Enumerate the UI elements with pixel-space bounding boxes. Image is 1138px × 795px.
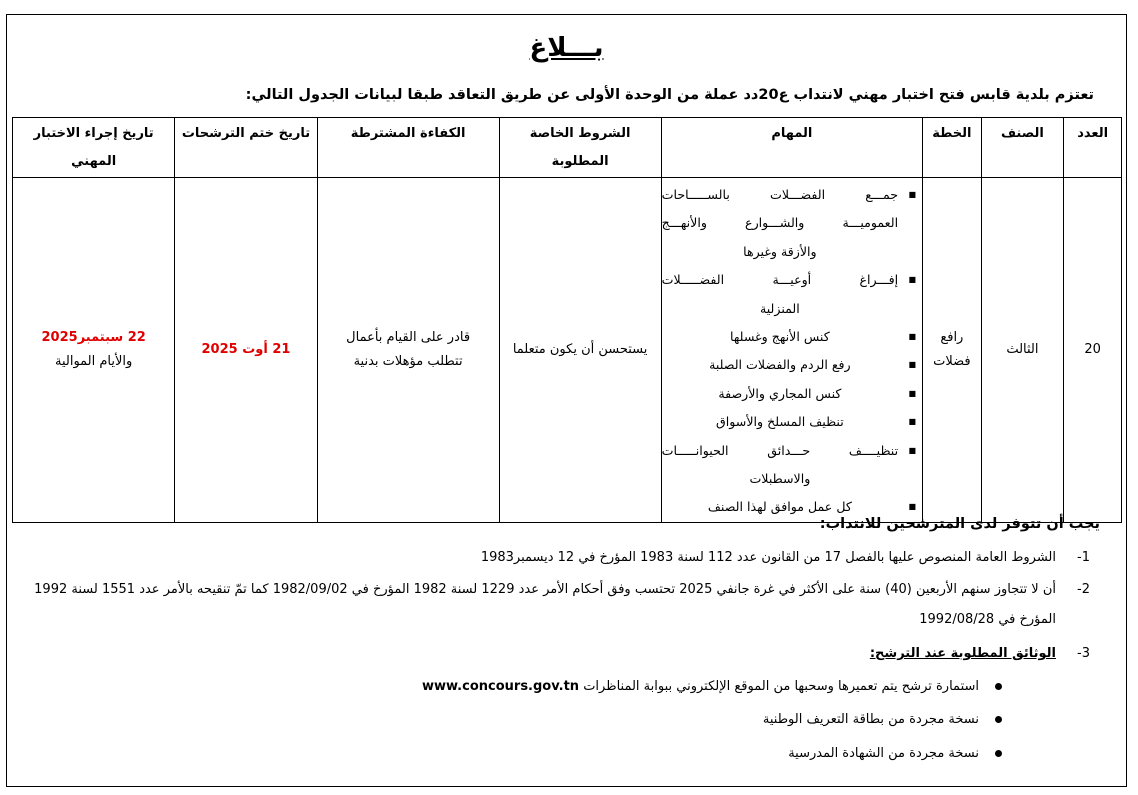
cell-deadline	[175, 178, 317, 523]
requirement-number: 2-	[1077, 582, 1090, 597]
cell-tasks	[661, 178, 922, 523]
cell-category: الثالث	[981, 178, 1064, 523]
task-line: ■ كل عمل موافق لهذا الصنف	[707, 499, 852, 515]
task-item	[662, 437, 918, 494]
document-item-3	[788, 746, 1002, 761]
task-list	[662, 178, 922, 522]
requirement-item-3	[90, 639, 1090, 669]
task-item	[662, 380, 918, 408]
header-category: الصنف	[981, 118, 1064, 178]
task-line: المنزلية	[759, 300, 800, 316]
task-item	[662, 323, 918, 351]
task-item	[662, 408, 918, 436]
concours-link[interactable]: www.concours.gov.tn	[421, 679, 580, 694]
requirement-text-line-1: أن لا تتجاوز سنهم الأربعين (40) سنة على الأكثر في غرة جانفي 2025 تحتسب وفق أحكام الأمر عدد 1229 لسنة 1982 المؤرخ في 1982/09/02 كما تمّ تنقيحه بالأمر عدد 1551 لسنة 1992	[34, 582, 1056, 597]
deadline-date: 21 أوت 2025	[201, 341, 291, 357]
intro-text: تعتزم بلدية قابس فتح اختبار مهني لانتداب ع20دد عملة من الوحدة الأولى عن طريق التعاقد طبقا لبيانات الجدول التالي:	[245, 87, 1094, 103]
skills-line-2: تتطلب مؤهلات بدنية	[353, 353, 463, 369]
requirements-title: يجب أن تتوفر لدى المترشحين للانتداب:	[819, 516, 1100, 532]
requirement-text-line-2: المؤرخ في 1992/08/28	[919, 612, 1056, 627]
page-title: بـــلاغ	[529, 33, 604, 63]
task-line: والأزقة وغيرها	[743, 243, 817, 259]
task-line: ■ رفع الردم والفضلات الصلبة	[709, 357, 851, 373]
task-line: ■ إفـــراغ أوعيـــة الفضـــــلات	[661, 272, 899, 288]
task-line: ■ تنظيف المسلخ والأسواق	[716, 414, 844, 430]
requirement-item-1	[90, 543, 1090, 573]
header-tasks: المهام	[661, 118, 922, 178]
page-frame	[6, 14, 1127, 787]
task-line: ■ كنس المجاري والأرصفة	[718, 385, 842, 401]
task-line: ■ جمـــع الفضـــلات بالســـــاحات	[661, 187, 899, 202]
header-skills: الكفاءة المشترطة	[317, 118, 499, 178]
skills-line-1: قادر على القيام بأعمال	[346, 329, 471, 345]
task-line: العموميـــة والشـــوارع والأنهـــج	[661, 215, 899, 231]
header-deadline: تاريخ ختم الترشحات	[175, 118, 317, 178]
header-conditions: الشروط الخاصة المطلوبة	[499, 118, 661, 178]
bullet-icon	[995, 716, 1002, 723]
cell-position: رافع فضلات	[923, 178, 981, 523]
document-text: نسخة مجردة من الشهادة المدرسية	[788, 746, 979, 761]
task-item	[662, 266, 918, 323]
requirement-number: 1-	[1077, 550, 1090, 565]
exam-date: 22 سبتمبر2025	[41, 329, 146, 345]
document-item-1	[422, 679, 1002, 694]
documents-heading: الوثائق المطلوبة عند الترشح:	[869, 646, 1056, 661]
cell-count: 20	[1064, 178, 1122, 523]
task-item	[662, 181, 918, 266]
table-header-row	[13, 118, 1122, 178]
cell-exam-date	[13, 178, 175, 523]
bullet-icon	[995, 683, 1002, 690]
header-count: العدد	[1064, 118, 1122, 178]
cell-skills	[317, 178, 499, 523]
table-row	[13, 178, 1122, 523]
document-text: استمارة ترشح يتم تعميرها وسحبها من الموقع الإلكتروني ببوابة المناظرات	[579, 679, 979, 694]
requirement-text: الشروط العامة المنصوص عليها بالفصل 17 من القانون عدد 112 لسنة 1983 المؤرخ في 12 ديسمبر1983	[480, 550, 1056, 565]
requirement-number: 3-	[1077, 646, 1090, 661]
requirement-item-2	[34, 575, 1090, 635]
job-table	[12, 117, 1122, 523]
task-line: والاسطبلات	[749, 471, 811, 487]
exam-date-suffix: والأيام الموالية	[54, 353, 133, 369]
task-line: ■ كنس الأنهج وغسلها	[730, 329, 830, 345]
header-exam-date: تاريخ إجراء الاختبار المهني	[13, 118, 175, 178]
document-item-2	[763, 712, 1002, 727]
bullet-icon	[995, 750, 1002, 757]
header-position: الخطة	[923, 118, 981, 178]
task-line: ■ تنظيــــف حـــدائق الحيوانـــــات	[661, 442, 899, 458]
task-item	[662, 351, 918, 379]
document-text: نسخة مجردة من بطاقة التعريف الوطنية	[762, 712, 979, 727]
cell-conditions: يستحسن أن يكون متعلما	[499, 178, 661, 523]
